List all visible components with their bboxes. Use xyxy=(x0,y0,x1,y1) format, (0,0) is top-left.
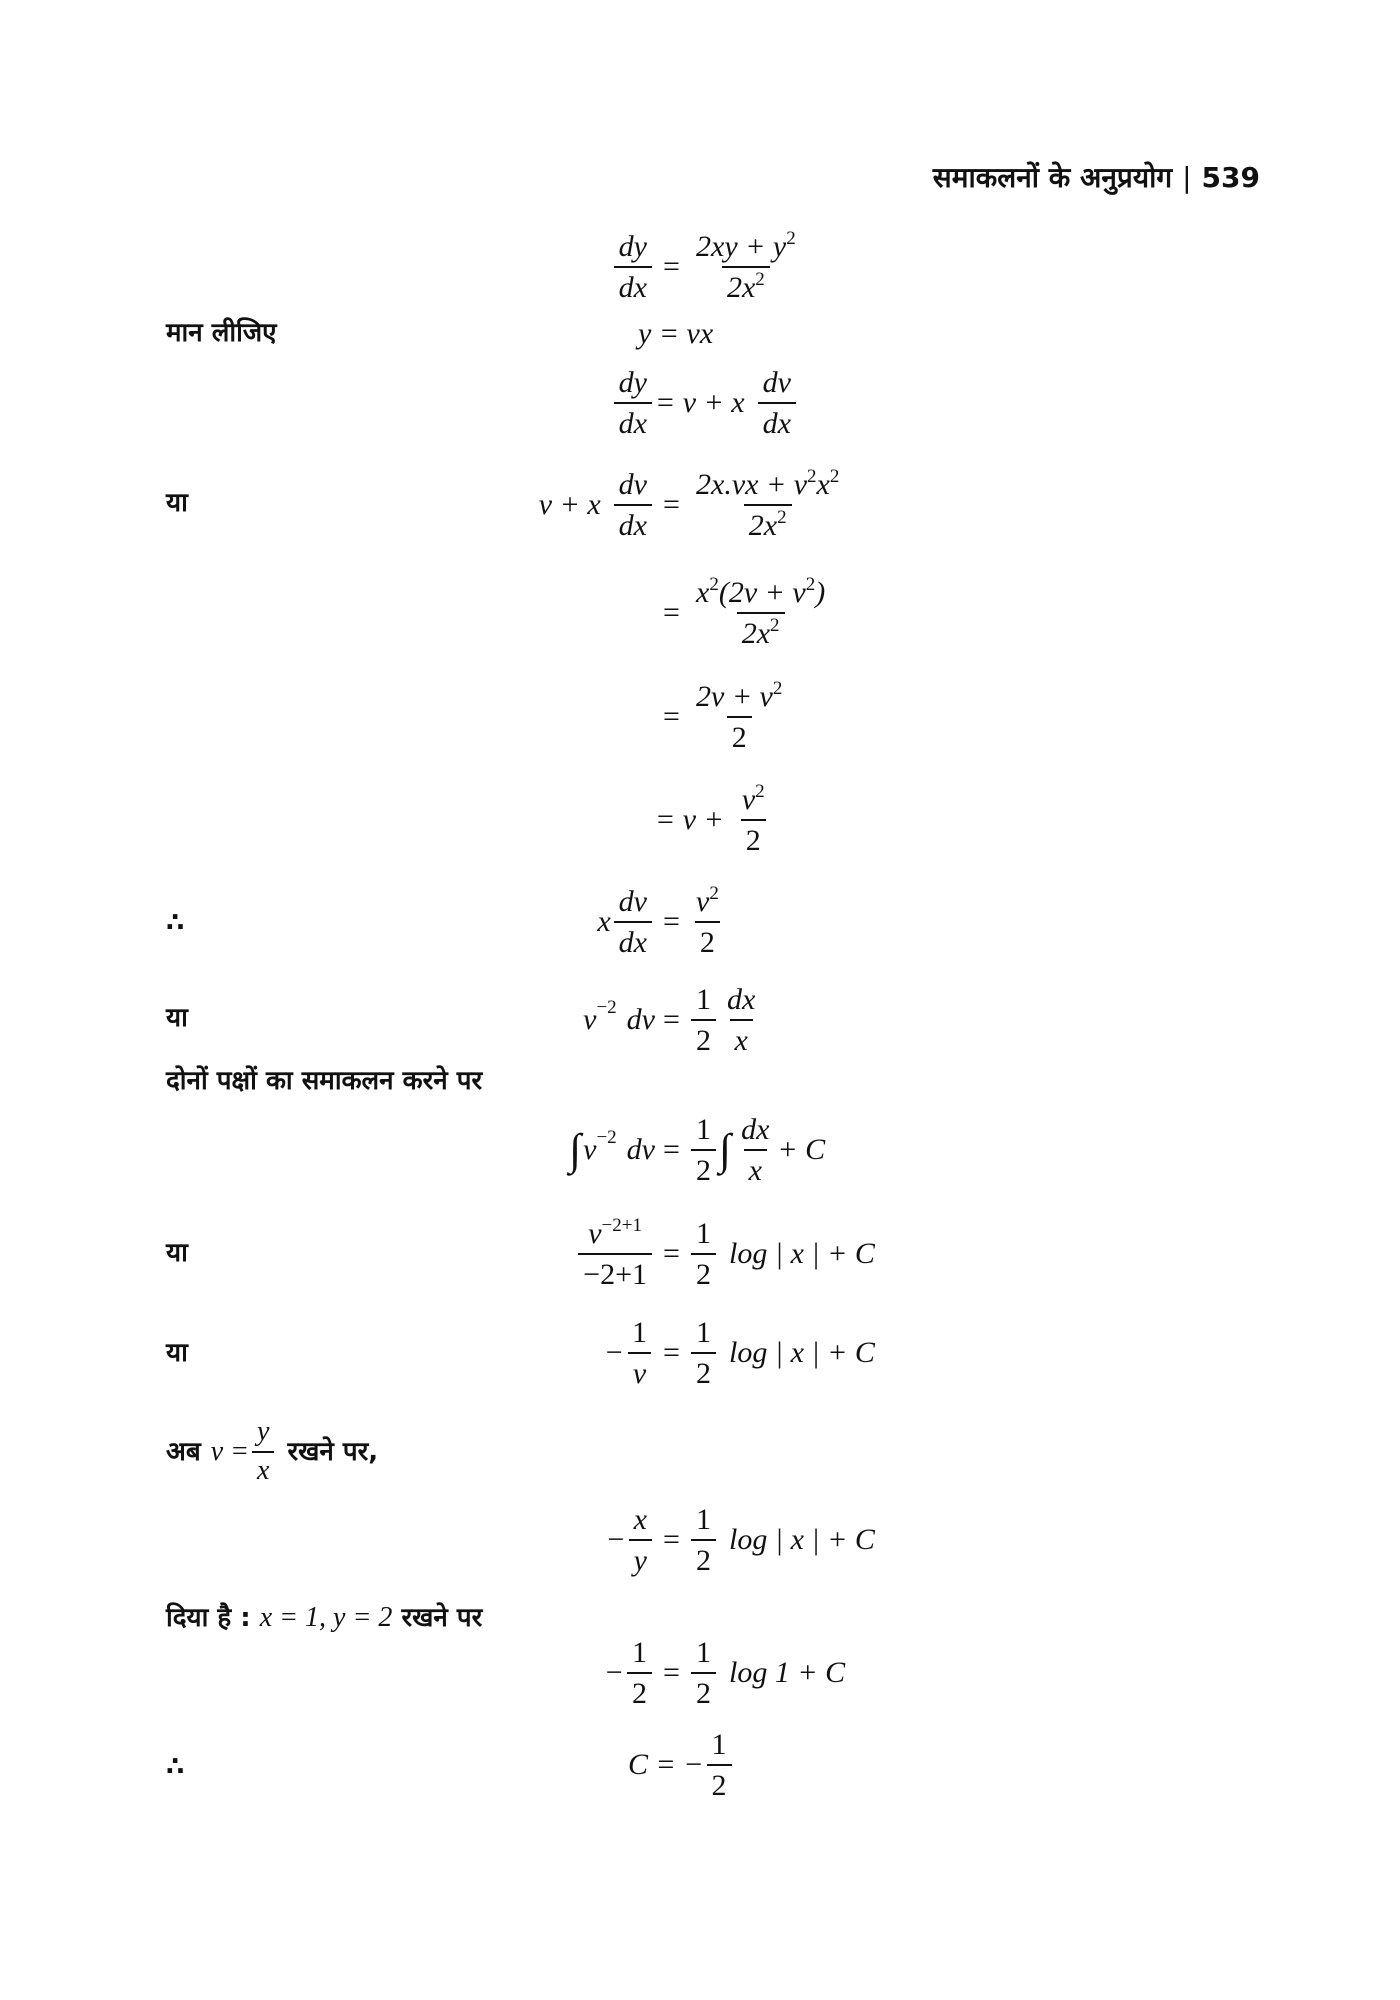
integral-sign: ∫ xyxy=(719,1125,732,1174)
label-therefore: ∴ xyxy=(166,908,185,938)
label-therefore: ∴ xyxy=(166,1752,185,1782)
fraction: $\frac{2xy + y^2}{2x^2}$ xyxy=(696,228,796,304)
label-integrate-both: दोनों पक्षों का समाकलन करने पर xyxy=(166,1066,483,1096)
label-given: दिया है : x = 1, y = 2 रखने पर xyxy=(166,1602,483,1633)
label-or: या xyxy=(166,1338,188,1368)
header-separator: | xyxy=(1182,161,1192,194)
label-or: या xyxy=(166,1238,188,1268)
label-let: मान लीजिए xyxy=(166,318,277,348)
integral-sign: ∫ xyxy=(569,1125,582,1174)
fraction: $\frac{dy}{dx}$ xyxy=(614,230,652,304)
label-or: या xyxy=(166,1003,188,1033)
running-header xyxy=(933,158,1260,196)
label-substitute: अब v = $\frac{y}{x}$ रखने पर, xyxy=(166,1416,379,1486)
book-page: समाकलनों के अनुप्रयोग | 539 $\frac{dy}{dx}$ = $\frac{2xy + y^2}{2x^2}$ मान लीजिए y = vx $\frac{dy}{dx}$ = v + x $\frac{dv}{dx}$ या v + x $\frac{dv}{dx}$ = $\frac{2x.vx + v^2x^2}{2x^2}$ = $\frac{x^2(2v + v^2)}{2x^2}$ = $\frac{2v + v^2}{2}$ = v + $\frac{v^2}{2}$ ∴ x $\frac{dv}{dx}$ = $\frac{v^2}{2}$ या v −2 dv = $\frac{1}{2}$ $\frac{dx}{x}$ दोनों पक्षों का समाकलन करने पर ∫ v −2 dv = $\frac{1}{2}$ ∫ $\frac{dx}{x}$ + C या $\frac{v^{-2+1}}{-2+1}$ = $\frac{1}{2}$ log | x | + C या − $\frac{1}{v}$ = $\frac{1}{2}$ log | x | + C अब v = $\frac{y}{x}$ रखने पर, − $\frac{x}{y}$ = $\frac{1}{2}$ log | x | + C दिया है : x = 1, y = 2 रखने पर − $\frac{1}{2}$ = $\frac{1}{2}$ log 1 + C ∴ C = − $\frac{1}{2}$ xyxy=(0,0,1400,2000)
label-or: या xyxy=(166,488,188,518)
chapter-title: समाकलनों के अनुप्रयोग xyxy=(932,161,1173,194)
page-number: 539 xyxy=(1201,161,1260,194)
